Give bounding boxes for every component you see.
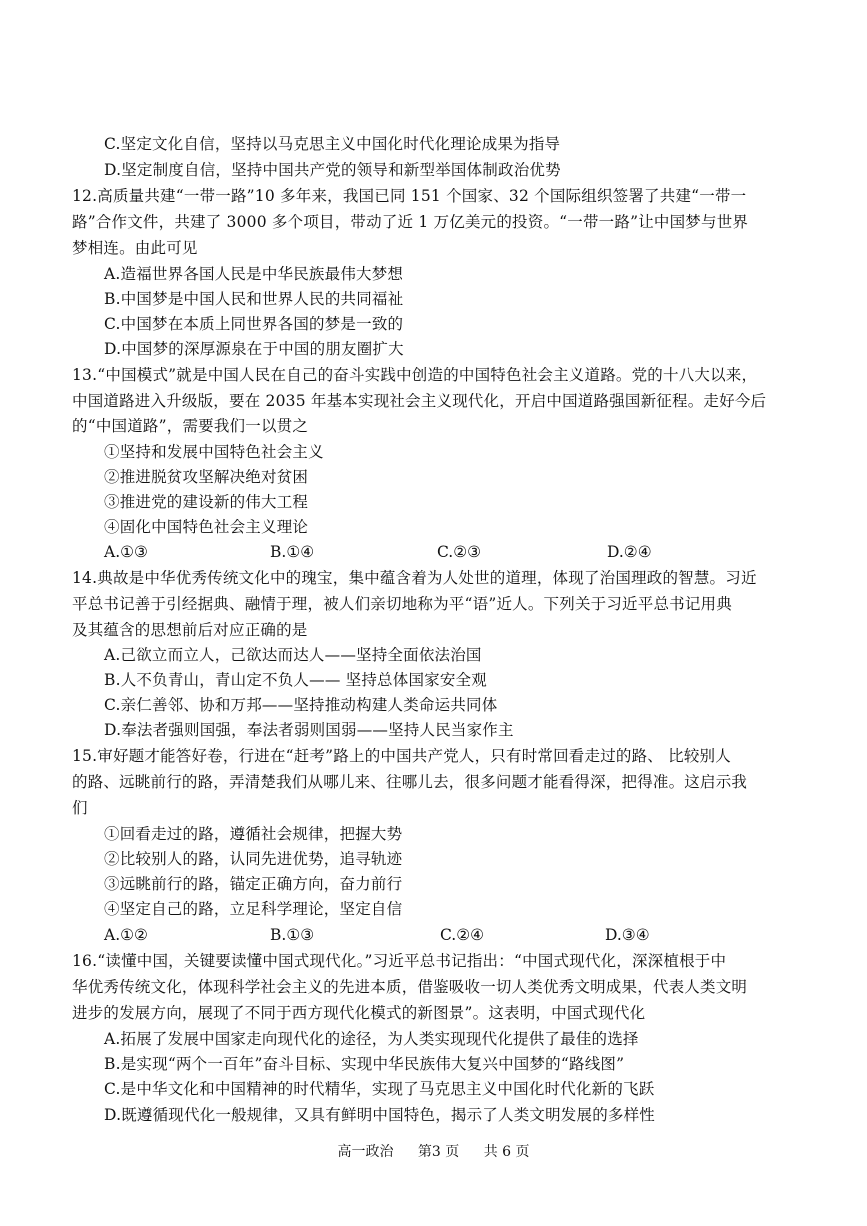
q13-item-1: ①坚持和发展中国特色社会主义: [104, 443, 324, 461]
footer-total-pages: 共 6 页: [483, 1144, 530, 1160]
q11-option-c: C.坚定文化自信，坚持以马克思主义中国化时代化理论成果为指导: [104, 135, 561, 153]
q12-stem-line-1: 12.高质量共建“一带一路”10 多年来，我国已同 151 个国家、32 个国际组织签署了共建“一带一: [72, 187, 747, 205]
q14-option-b: B.人不负青山，青山定不负人—— 坚持总体国家安全观: [104, 671, 487, 689]
q16-option-b: B.是实现“两个一百年”奋斗目标、实现中华民族伟大复兴中国梦的“路线图”: [104, 1055, 625, 1073]
q14-option-c: C.亲仁善邻、协和万邦——坚持推动构建人类命运共同体: [104, 696, 498, 714]
q14-stem-line-3: 及其蕴含的思想前后对应正确的是: [72, 621, 308, 639]
q13-stem-line-1: 13.“中国模式”就是中国人民在自己的奋斗实践中创造的中国特色社会主义道路。党的十八大以来，: [72, 366, 758, 384]
q13-stem-line-3: 的“中国道路”，需要我们一以贯之: [72, 417, 309, 435]
q13-choice-a: A.①③: [104, 543, 148, 561]
q15-choice-a: A.①②: [104, 926, 148, 944]
q15-choice-b: B.①③: [270, 926, 315, 944]
q13-item-3: ③推进党的建设新的伟大工程: [104, 493, 309, 511]
footer-subject: 高一政治: [337, 1144, 394, 1160]
q12-option-b: B.中国梦是中国人民和世界人民的共同福祉: [104, 290, 404, 308]
q14-option-a: A.己欲立而立人，己欲达而达人——坚持全面依法治国: [104, 646, 482, 664]
q14-stem-line-2: 平总书记善于引经据典、融情于理，被人们亲切地称为平“语”近人。下列关于习近平总书记用典: [72, 595, 732, 613]
q12-option-d: D.中国梦的深厚源泉在于中国的朋友圈扩大: [104, 340, 404, 358]
q15-item-1: ①回看走过的路，遵循社会规律，把握大势: [104, 825, 403, 843]
q13-choice-c: C.②③: [437, 543, 482, 561]
q16-option-a: A.拓展了发展中国家走向现代化的途径，为人类实现现代化提供了最佳的选择: [104, 1030, 639, 1048]
q12-stem-line-2: 路”合作文件，共建了 3000 多个项目，带动了近 1 万亿美元的投资。“一带一路”让中国梦与世界: [72, 213, 749, 231]
q14-stem-line-1: 14.典故是中华优秀传统文化中的瑰宝，集中蕴含着为人处世的道理，体现了治国理政的智慧。习近: [72, 569, 757, 587]
q16-stem-line-3: 进步的发展方向，展现了不同于西方现代化模式的新图景”。这表明，中国式现代化: [72, 1004, 646, 1022]
q12-stem-line-3: 梦相连。由此可见: [72, 239, 198, 257]
q16-stem-line-2: 华优秀传统文化，体现科学社会主义的先进本质，借鉴吸收一切人类优秀文明成果，代表人类文明: [72, 978, 748, 996]
q13-item-2: ②推进脱贫攻坚解决绝对贫困: [104, 468, 309, 486]
q15-stem-line-3: 们: [72, 799, 88, 817]
footer-page-number: 第3 页: [417, 1144, 460, 1160]
page-footer: [0, 1141, 867, 1161]
q13-choice-d: D.②④: [607, 543, 652, 561]
q16-stem-line-1: 16.“读懂中国，关键要读懂中国式现代化。”习近平总书记指出：“中国式现代化，深深植根于中: [72, 952, 727, 970]
q15-item-2: ②比较别人的路，认同先进优势，追寻轨迹: [104, 850, 403, 868]
q15-stem-line-2: 的路、远眺前行的路，弄清楚我们从哪儿来、往哪儿去，很多问题才能看得深，把得准。这启示我: [72, 773, 748, 791]
q13-choice-b: B.①④: [270, 543, 315, 561]
q16-option-d: D.既遵循现代化一般规律，又具有鲜明中国特色，揭示了人类文明发展的多样性: [104, 1106, 656, 1124]
q13-stem-line-2: 中国道路进入升级版，要在 2035 年基本实现社会主义现代化，开启中国道路强国新征程。走好今后: [72, 392, 767, 410]
q12-option-c: C.中国梦在本质上同世界各国的梦是一致的: [104, 315, 404, 333]
q14-option-d: D.奉法者强则国强，奉法者弱则国弱——坚持人民当家作主: [104, 721, 514, 739]
q15-choice-d: D.③④: [605, 926, 650, 944]
q11-option-d: D.坚定制度自信，坚持中国共产党的领导和新型举国体制政治优势: [104, 161, 561, 179]
q13-item-4: ④固化中国特色社会主义理论: [104, 518, 309, 536]
q12-option-a: A.造福世界各国人民是中华民族最伟大梦想: [104, 265, 404, 283]
q15-choice-c: C.②④: [440, 926, 485, 944]
q15-stem-line-1: 15.审好题才能答好卷，行进在“赶考”路上的中国共产党人，只有时常回看走过的路、 比较别人: [72, 747, 731, 765]
q15-item-3: ③远眺前行的路，锚定正确方向，奋力前行: [104, 875, 403, 893]
q15-item-4: ④坚定自己的路，立足科学理论，坚定自信: [104, 900, 403, 918]
q16-option-c: C.是中华文化和中国精神的时代精华，实现了马克思主义中国化时代化新的飞跃: [104, 1080, 655, 1098]
